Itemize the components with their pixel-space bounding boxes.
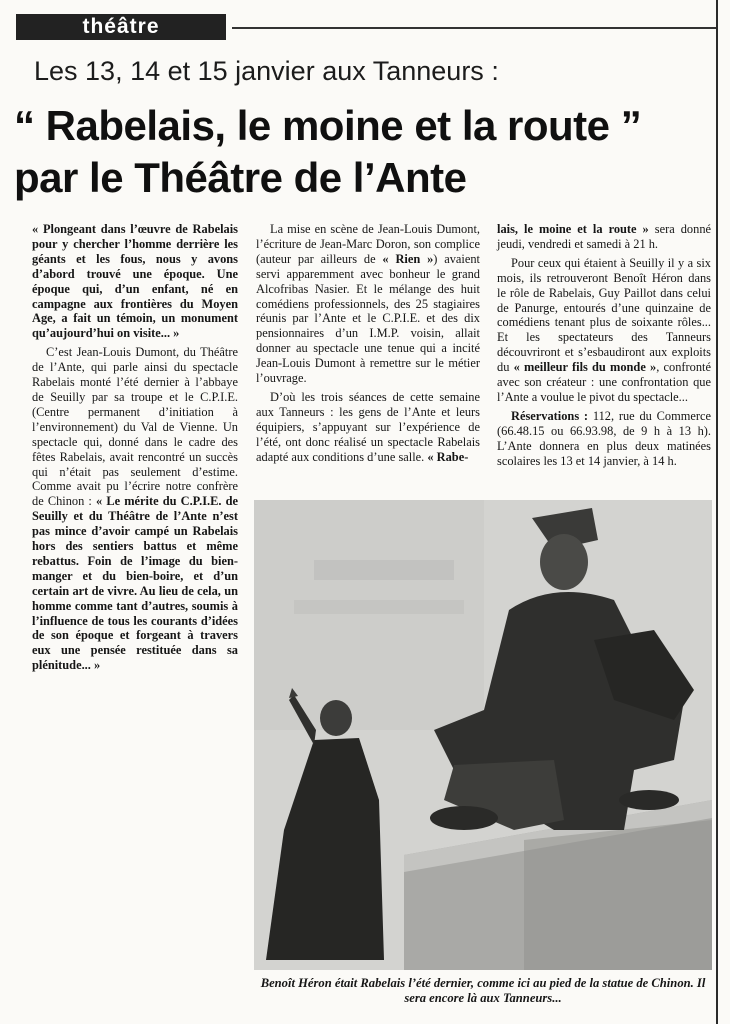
article-column-3	[497, 222, 711, 473]
article-paragraph: lais, le moine et la route » sera donné jeudi, vendredi et samedi à 21 h.	[497, 222, 712, 251]
press-quote: « Le mérite du C.P.I.E. de Seuilly et du Théâtre de l’Ante n’est pas mince d’avoir campé un Rabelais hors des sentiers battus et même rebattus. Foin de l’image du bien-manger et du bien-boire, et d’un certain art de vivre. Au lieu de cela, un homme comme tant d’autres, soumis à l’influence de tous les courants d’idées de son époque et forgeant à travers eux une pensée restituée dans sa plénitude... »	[32, 494, 238, 673]
article-paragraph: La mise en scène de Jean-Louis Dumont, l’écriture de Jean-Marc Doron, son complice (auteur par ailleurs de « Rien ») avaient servi apparemment avec bonheur le grand Alcofribas Nasier. Et le mélange des huit comédiens professionnels, des 25 stagiaires réunis par l’Ante et le C.P.I.E. et des dix pensionnaires d’un I.M.P. voisin, allait donner au spectacle une tenue qui a incité Jean-Louis Dumont à remettre sur le métier l’ouvrage.	[256, 222, 480, 386]
headline-line-1: “ Rabelais, le moine et la route ”	[14, 102, 642, 149]
photo-caption: Benoît Héron était Rabelais l’été dernier, comme ici au pied de la statue de Chinon. Il sera encore là aux Tanneurs...	[260, 976, 706, 1005]
lead-quote: « Plongeant dans l’œuvre de Rabelais pour y chercher l’homme derrière les géants et les fous, nous y avons d’abord trouvé une époque. Une époque qui, d’un enfant, né en campagne aux frontières du Moyen Age, a fait un témoin, un monument qu’aujourd’hui on visite... »	[32, 222, 238, 341]
statue-photo	[254, 500, 712, 970]
article-column-1	[32, 222, 238, 677]
section-kicker: théâtre	[16, 14, 226, 40]
article-paragraph: C’est Jean-Louis Dumont, du Théâtre de l’Ante, qui parle ainsi du spectacle Rabelais monté l’été dernier à l’abbaye de Seuilly par sa troupe et le C.P.I.E. (Centre permanent d’initiation à l’environnement) du Val de Vienne. Un spectacle qui, donné dans le cadre des fêtes Rabelais, avait rencontré un succès qui n’était pas seulement d’estime. Comme avait pu l’écrire notre confrère de Chinon : « Le mérite du C.P.I.E. de Seuilly et du Théâtre de l’Ante n’est pas mince d’avoir campé un Rabelais hors des sentiers battus et même rebattus. Foin de l’image du bien-manger et du bien-boire, et d’un certain art de vivre. Au lieu de cela, un homme comme tant d’autres, soumis à l’influence de tous les courants d’idées de son époque et forgeant à travers eux une pensée restituée dans sa plénitude... »	[32, 345, 238, 673]
subhead: Les 13, 14 et 15 janvier aux Tanneurs :	[34, 56, 499, 86]
headline-line-2: par le Théâtre de l’Ante	[14, 154, 467, 201]
column-rule	[716, 0, 718, 1024]
reservations-paragraph: Réservations : 112, rue du Commerce (66.48.15 ou 66.93.98, de 9 h à 13 h). L’Ante donnera en plus deux matinées scolaires les 13 et 14 janvier, à 14 h.	[497, 408, 711, 468]
headline	[14, 100, 714, 204]
article-paragraph: Pour ceux qui étaient à Seuilly il y a six mois, ils retrouveront Benoît Héron dans le rôle de Rabelais, Guy Paillot dans celui de Panurge, entourés d’une quinzaine de comédiens tenant plus de soixante rôles... Et les spectateurs des Tanneurs découvriront et s’esbaudiront aux exploits du « meilleur fils du monde », confronté avec son créateur : une confrontation que l’Ante a voulue le pivot du spectacle...	[497, 255, 711, 404]
kicker-rule	[232, 27, 716, 29]
statue-photo-illustration	[254, 500, 712, 970]
article-paragraph: D’où les trois séances de cette semaine aux Tanneurs : les gens de l’Ante et leurs équipiers, s’appuyant sur l’expérience de l’été, ont donc réalisé un spectacle Rabelais adapté aux conditions d’une salle. « Rabe-	[256, 389, 480, 464]
article-column-2	[256, 222, 480, 469]
